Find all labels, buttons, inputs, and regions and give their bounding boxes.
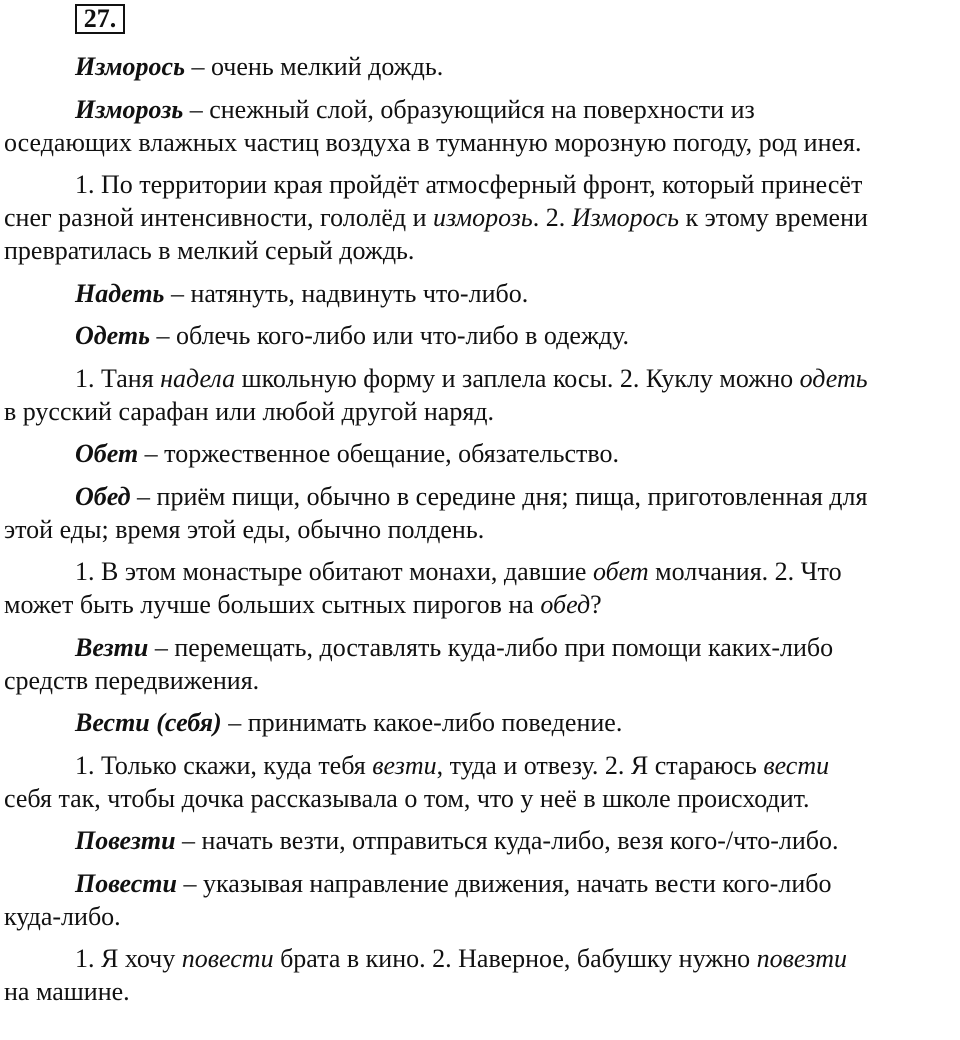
- text-line: [4, 900, 960, 933]
- text-segment: , туда и отвезу. 2. Я стараюсь: [436, 750, 764, 780]
- paragraph: [4, 706, 960, 739]
- text-line: [4, 975, 960, 1008]
- paragraph: [4, 50, 960, 83]
- text-line: [4, 867, 960, 900]
- example-word: вести: [763, 750, 830, 780]
- text-segment: – начать везти, отправиться куда-либо, везя кого-/что-либо.: [175, 826, 839, 855]
- document-body: [4, 50, 960, 1018]
- term-word: Вести (себя): [75, 708, 222, 737]
- text-line: [4, 749, 960, 782]
- text-line: [4, 588, 960, 621]
- text-segment: снег разной интенсивности, гололёд и: [4, 203, 434, 232]
- term-word: Надеть: [75, 278, 165, 308]
- text-segment: себя так, чтобы дочка рассказывала о том, что у неё в школе происходит.: [4, 783, 810, 813]
- paragraph: [4, 362, 960, 428]
- text-line: [4, 362, 960, 395]
- paragraph: [4, 93, 960, 159]
- paragraph: [4, 277, 960, 310]
- text-segment: 1. По территории края пройдёт атмосферный фронт, который принесёт: [75, 170, 863, 199]
- text-line: [4, 50, 960, 83]
- text-segment: на машине.: [4, 977, 130, 1006]
- text-line: [4, 277, 960, 310]
- text-segment: к этому времени: [679, 203, 868, 232]
- example-word: повезти: [756, 944, 848, 973]
- text-line: [4, 319, 960, 352]
- text-segment: в русский сарафан или любой другой наряд.: [4, 396, 495, 426]
- text-line: [4, 706, 960, 739]
- text-segment: молчания. 2. Что: [648, 557, 842, 586]
- text-segment: – облечь кого-либо или что-либо в одежду.: [149, 321, 630, 350]
- text-segment: средств передвижения.: [4, 665, 260, 695]
- example-word: повести: [181, 944, 274, 973]
- text-segment: оседающих влажных частиц воздуха в туманную морозную погоду, род инея.: [4, 127, 862, 157]
- text-line: [4, 631, 960, 664]
- paragraph: [4, 480, 960, 546]
- paragraph: [4, 319, 960, 352]
- text-line: [4, 942, 960, 975]
- text-segment: 1. Таня: [75, 363, 161, 393]
- text-line: [4, 168, 960, 201]
- text-line: [4, 126, 960, 159]
- text-segment: – натянуть, надвинуть что-либо.: [164, 278, 529, 308]
- paragraph: [4, 942, 960, 1008]
- paragraph: [4, 824, 960, 857]
- term-word: Изморозь: [75, 94, 184, 124]
- text-line: [4, 513, 960, 546]
- example-word: обед: [540, 590, 591, 619]
- term-word: Везти: [75, 632, 149, 662]
- text-line: [4, 93, 960, 126]
- term-word: Одеть: [75, 321, 150, 350]
- text-segment: брата в кино. 2. Наверное, бабушку нужно: [273, 944, 757, 973]
- text-line: [4, 234, 960, 267]
- term-word: Изморось: [75, 52, 185, 81]
- example-word: надела: [160, 363, 236, 393]
- text-segment: школьную форму и заплела косы. 2. Куклу можно: [235, 363, 800, 393]
- example-word: изморозь: [433, 203, 533, 232]
- example-word: везти: [372, 750, 437, 780]
- text-segment: 1. Я хочу: [75, 944, 182, 973]
- text-segment: 1. В этом монастыре обитают монахи, давшие: [75, 557, 593, 586]
- text-segment: куда-либо.: [4, 901, 121, 931]
- text-segment: . 2.: [532, 203, 572, 232]
- text-line: [4, 555, 960, 588]
- text-segment: – указывая направление движения, начать вести кого-либо: [176, 868, 832, 898]
- term-word: Повезти: [75, 826, 176, 855]
- paragraph: [4, 631, 960, 697]
- text-line: [4, 480, 960, 513]
- text-segment: – торжественное обещание, обязательство.: [138, 439, 620, 468]
- term-word: Обед: [75, 481, 131, 511]
- text-line: [4, 395, 960, 428]
- text-segment: – перемещать, доставлять куда-либо при помощи каких-либо: [148, 632, 834, 662]
- text-line: [4, 437, 960, 470]
- text-segment: превратилась в мелкий серый дождь.: [4, 236, 415, 265]
- text-segment: 1. Только скажи, куда тебя: [75, 750, 373, 780]
- text-segment: может быть лучше больших сытных пирогов на: [4, 590, 541, 619]
- paragraph: [4, 867, 960, 933]
- text-segment: – снежный слой, образующийся на поверхности из: [183, 94, 755, 124]
- example-word: Изморось: [571, 203, 679, 232]
- paragraph: [4, 749, 960, 815]
- paragraph: [4, 168, 960, 267]
- example-word: обет: [592, 557, 649, 586]
- text-segment: ?: [590, 590, 602, 619]
- term-word: Обет: [75, 439, 139, 468]
- text-line: [4, 664, 960, 697]
- term-word: Повести: [75, 868, 177, 898]
- paragraph: [4, 555, 960, 621]
- paragraph: [4, 437, 960, 470]
- text-segment: – принимать какое-либо поведение.: [221, 708, 623, 737]
- example-word: одеть: [799, 363, 868, 393]
- text-line: [4, 824, 960, 857]
- text-segment: этой еды; время этой еды, обычно полдень.: [4, 514, 485, 544]
- text-segment: – очень мелкий дождь.: [184, 52, 444, 81]
- text-segment: – приём пищи, обычно в середине дня; пища, приготовленная для: [130, 481, 868, 511]
- exercise-number: 27.: [75, 4, 125, 34]
- text-line: [4, 782, 960, 815]
- text-line: [4, 201, 960, 234]
